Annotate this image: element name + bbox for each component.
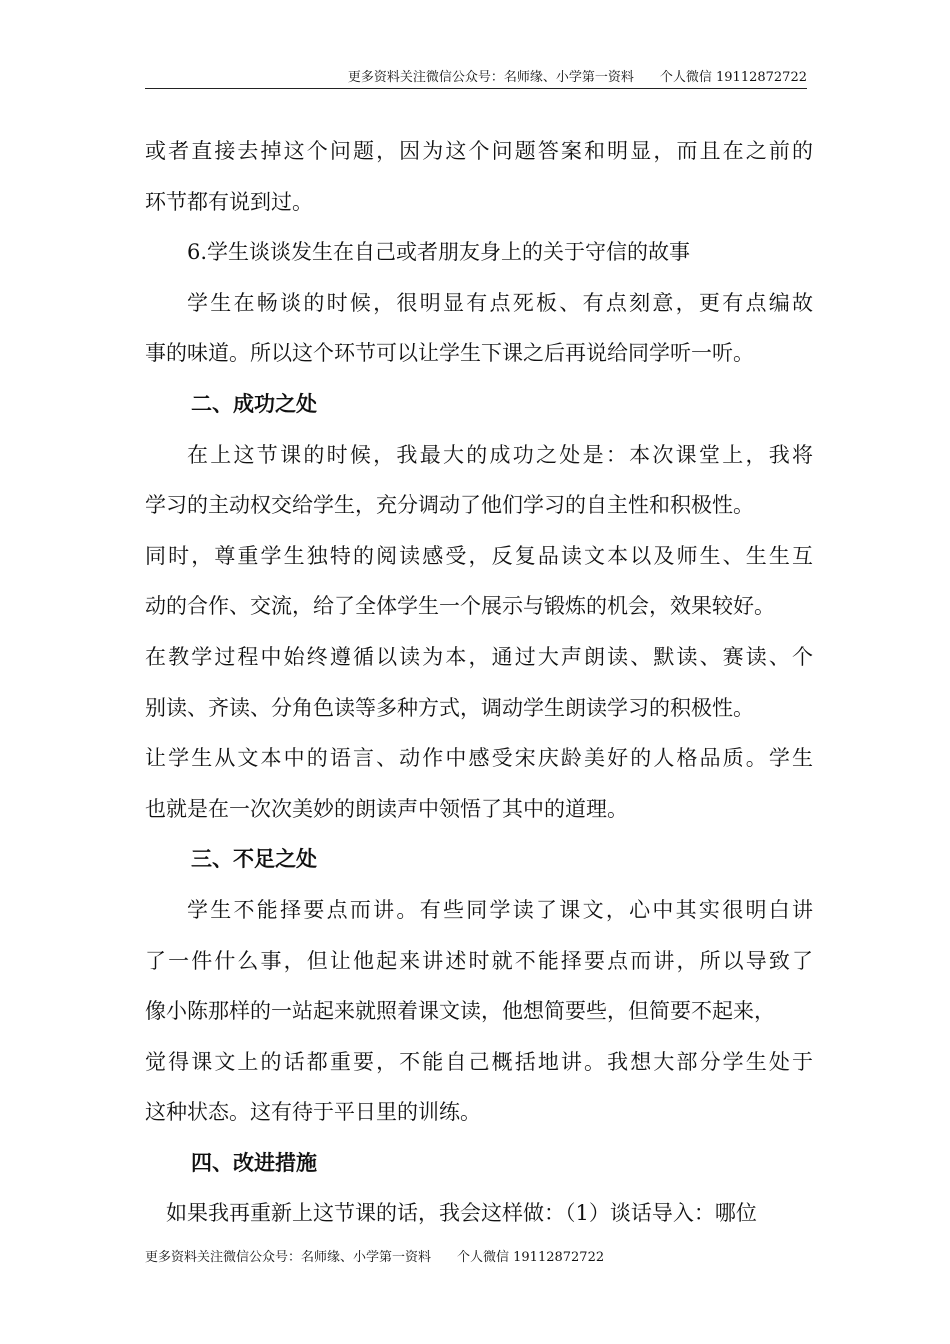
paragraph-line: 事的味道。所以这个环节可以让学生下课之后再说给同学听一听。: [145, 341, 754, 366]
section-heading: 二、成功之处: [191, 390, 317, 416]
page-header: [145, 62, 807, 89]
paragraph-line: 让学生从文本中的语言、动作中感受宋庆龄美好的人格品质。学生: [145, 746, 813, 771]
section-heading: 三、不足之处: [191, 846, 317, 872]
section-heading: 四、改进措施: [191, 1149, 317, 1175]
list-item-line: 6.学生谈谈发生在自己或者朋友身上的关于守信的故事: [187, 240, 691, 265]
paragraph-line: 在上这节课的时候，我最大的成功之处是：本次课堂上，我将: [187, 442, 813, 467]
paragraph-line: 动的合作、交流，给了全体学生一个展示与锻炼的机会，效果较好。: [145, 594, 775, 619]
paragraph-line: 像小陈那样的一站起来就照着课文读，他想简要些，但简要不起来，: [145, 999, 775, 1024]
paragraph-line: 学生不能择要点而讲。有些同学读了课文，心中其实很明白讲: [187, 897, 813, 922]
paragraph-line: 学习的主动权交给学生，充分调动了他们学习的自主性和积极性。: [145, 493, 754, 518]
paragraph-line: 环节都有说到过。: [145, 189, 313, 214]
paragraph-line: 或者直接去掉这个问题，因为这个问题答案和明显，而且在之前的: [145, 139, 813, 163]
paragraph-line: 学生在畅谈的时候，很明显有点死板、有点刻意，更有点编故: [187, 290, 813, 315]
paragraph-line: 也就是在一次次美妙的朗读声中领悟了其中的道理。: [145, 796, 628, 821]
paragraph-line: 这种状态。这有待于平日里的训练。: [145, 1100, 481, 1125]
header-text: 更多资料关注微信公众号：名师缘、小学第一资料 个人微信 19112872722: [347, 70, 807, 85]
paragraph-line: 别读、齐读、分角色读等多种方式，调动学生朗读学习的积极性。: [145, 695, 754, 720]
document-body: [145, 126, 813, 1239]
paragraph-line: 觉得课文上的话都重要，不能自己概括地讲。我想大部分学生处于: [145, 1049, 813, 1074]
paragraph-line: 同时，尊重学生独特的阅读感受，反复品读文本以及师生、生生互: [145, 543, 813, 568]
paragraph-line: 了一件什么事，但让他起来讲述时就不能择要点而讲，所以导致了: [145, 948, 813, 973]
paragraph-line: 如果我再重新上这节课的话，我会这样做：（1）谈话导入：哪位: [166, 1201, 757, 1226]
page-footer: 更多资料关注微信公众号：名师缘、小学第一资料 个人微信 19112872722: [145, 1250, 605, 1265]
paragraph-line: 在教学过程中始终遵循以读为本，通过大声朗读、默读、赛读、个: [145, 644, 813, 669]
